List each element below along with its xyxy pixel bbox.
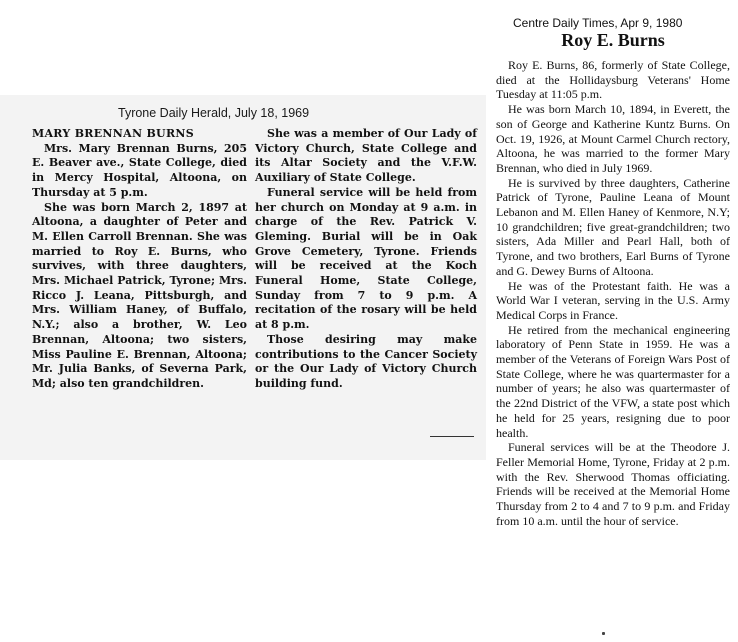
right-paragraph: He is survived by three daughters, Catherine Patrick of Tyrone, Pauline Leana of Mount Lebanon and M. Ellen Haney of Kenmore, N.Y; 10 grandchildren; five great-grandchildren; two sisters, Ada Miller and Pearl Hall, both of Tyrone, and two brothers, Earl Burns of Tyrone and G. Dewey Burns of Altoona. bbox=[496, 175, 730, 278]
right-paragraph: Roy E. Burns, 86, formerly of State College, died at the Hollidaysburg Veterans' Home Tuesday at 11:05 p.m. bbox=[496, 58, 730, 102]
right-clipping-body bbox=[496, 58, 730, 529]
right-paragraph: He retired from the mechanical engineering laboratory of Penn State in 1959. He was a member of the Veterans of Foreign Wars Post of State College, where he was quartermaster for a number of years; he also was quartermaster of the 22nd District of the VFW, a state post which he held for 25 years, resigning due to poor health. bbox=[496, 322, 730, 440]
print-speck bbox=[602, 632, 605, 635]
left-paragraph: Funeral service will be held from her church on Monday at 9 a.m. in charge of the Rev. Patrick V. Gleming. Burial will be in Oak Grove Cemetery, Tyrone. Friends will be received at the Koch Funeral Home, State College, Sunday from 7 to 9 p.m. A recitation of the rosary will be held at 8 p.m. bbox=[255, 185, 477, 332]
left-paragraph: She was born March 2, 1897 at Altoona, a daughter of Peter and M. Ellen Carroll Brennan. She was married to Roy E. Burns, who survives, with three daughters, Mrs. Michael Patrick, Tyrone; Mrs. Ricco J. Leana, Pittsburgh, and Mrs. William Haney, of Buffalo, N.Y.; also a brother, W. Leo Brennan, Altoona; two sisters, Miss Pauline E. Brennan, Altoona; Mr. Julia Banks, of Severna Park, Md; also ten grandchildren. bbox=[32, 200, 247, 390]
end-rule-divider bbox=[430, 436, 474, 437]
right-clipping-headline: Roy E. Burns bbox=[561, 30, 665, 50]
left-clipping-headline: MARY BRENNAN BURNS bbox=[32, 127, 194, 140]
left-clipping-source: Tyrone Daily Herald, July 18, 1969 bbox=[118, 106, 310, 120]
left-paragraph: Mrs. Mary Brennan Burns, 205 E. Beaver ave., State College, died in Mercy Hospital, Altoona, on Thursday at 5 p.m. bbox=[32, 141, 247, 199]
right-paragraph: He was of the Protestant faith. He was a World War I veteran, serving in the U.S. Army Medical Corps in France. bbox=[496, 278, 730, 322]
left-paragraph: She was a member of Our Lady of Victory Church, State College and its Altar Society and the V.F.W. Auxiliary of State College. bbox=[255, 127, 477, 185]
right-clipping-source: Centre Daily Times, Apr 9, 1980 bbox=[513, 16, 683, 30]
right-paragraph: Funeral services will be at the Theodore J. Feller Memorial Home, Tyrone, Friday at 2 p.m. with the Rev. Sherwood Thomas officiating. Friends will be received at the Memorial Home Thursday from 2 to 4 and 7 to 9 p.m. and Friday from 10 a.m. until the hour of service. bbox=[496, 440, 730, 528]
left-clipping-column-2 bbox=[255, 127, 477, 392]
right-paragraph: He was born March 10, 1894, in Everett, the son of George and Katherine Kuntz Burns. On Oct. 19, 1926, at Mount Carmel Church rectory, Altoona, he was married to the former Mary Brennan, who died in July 1969. bbox=[496, 102, 730, 175]
left-paragraph: Those desiring may make contributions to the Cancer Society or the Our Lady of Victory Church building fund. bbox=[255, 332, 477, 390]
left-clipping-column-1 bbox=[32, 127, 247, 392]
